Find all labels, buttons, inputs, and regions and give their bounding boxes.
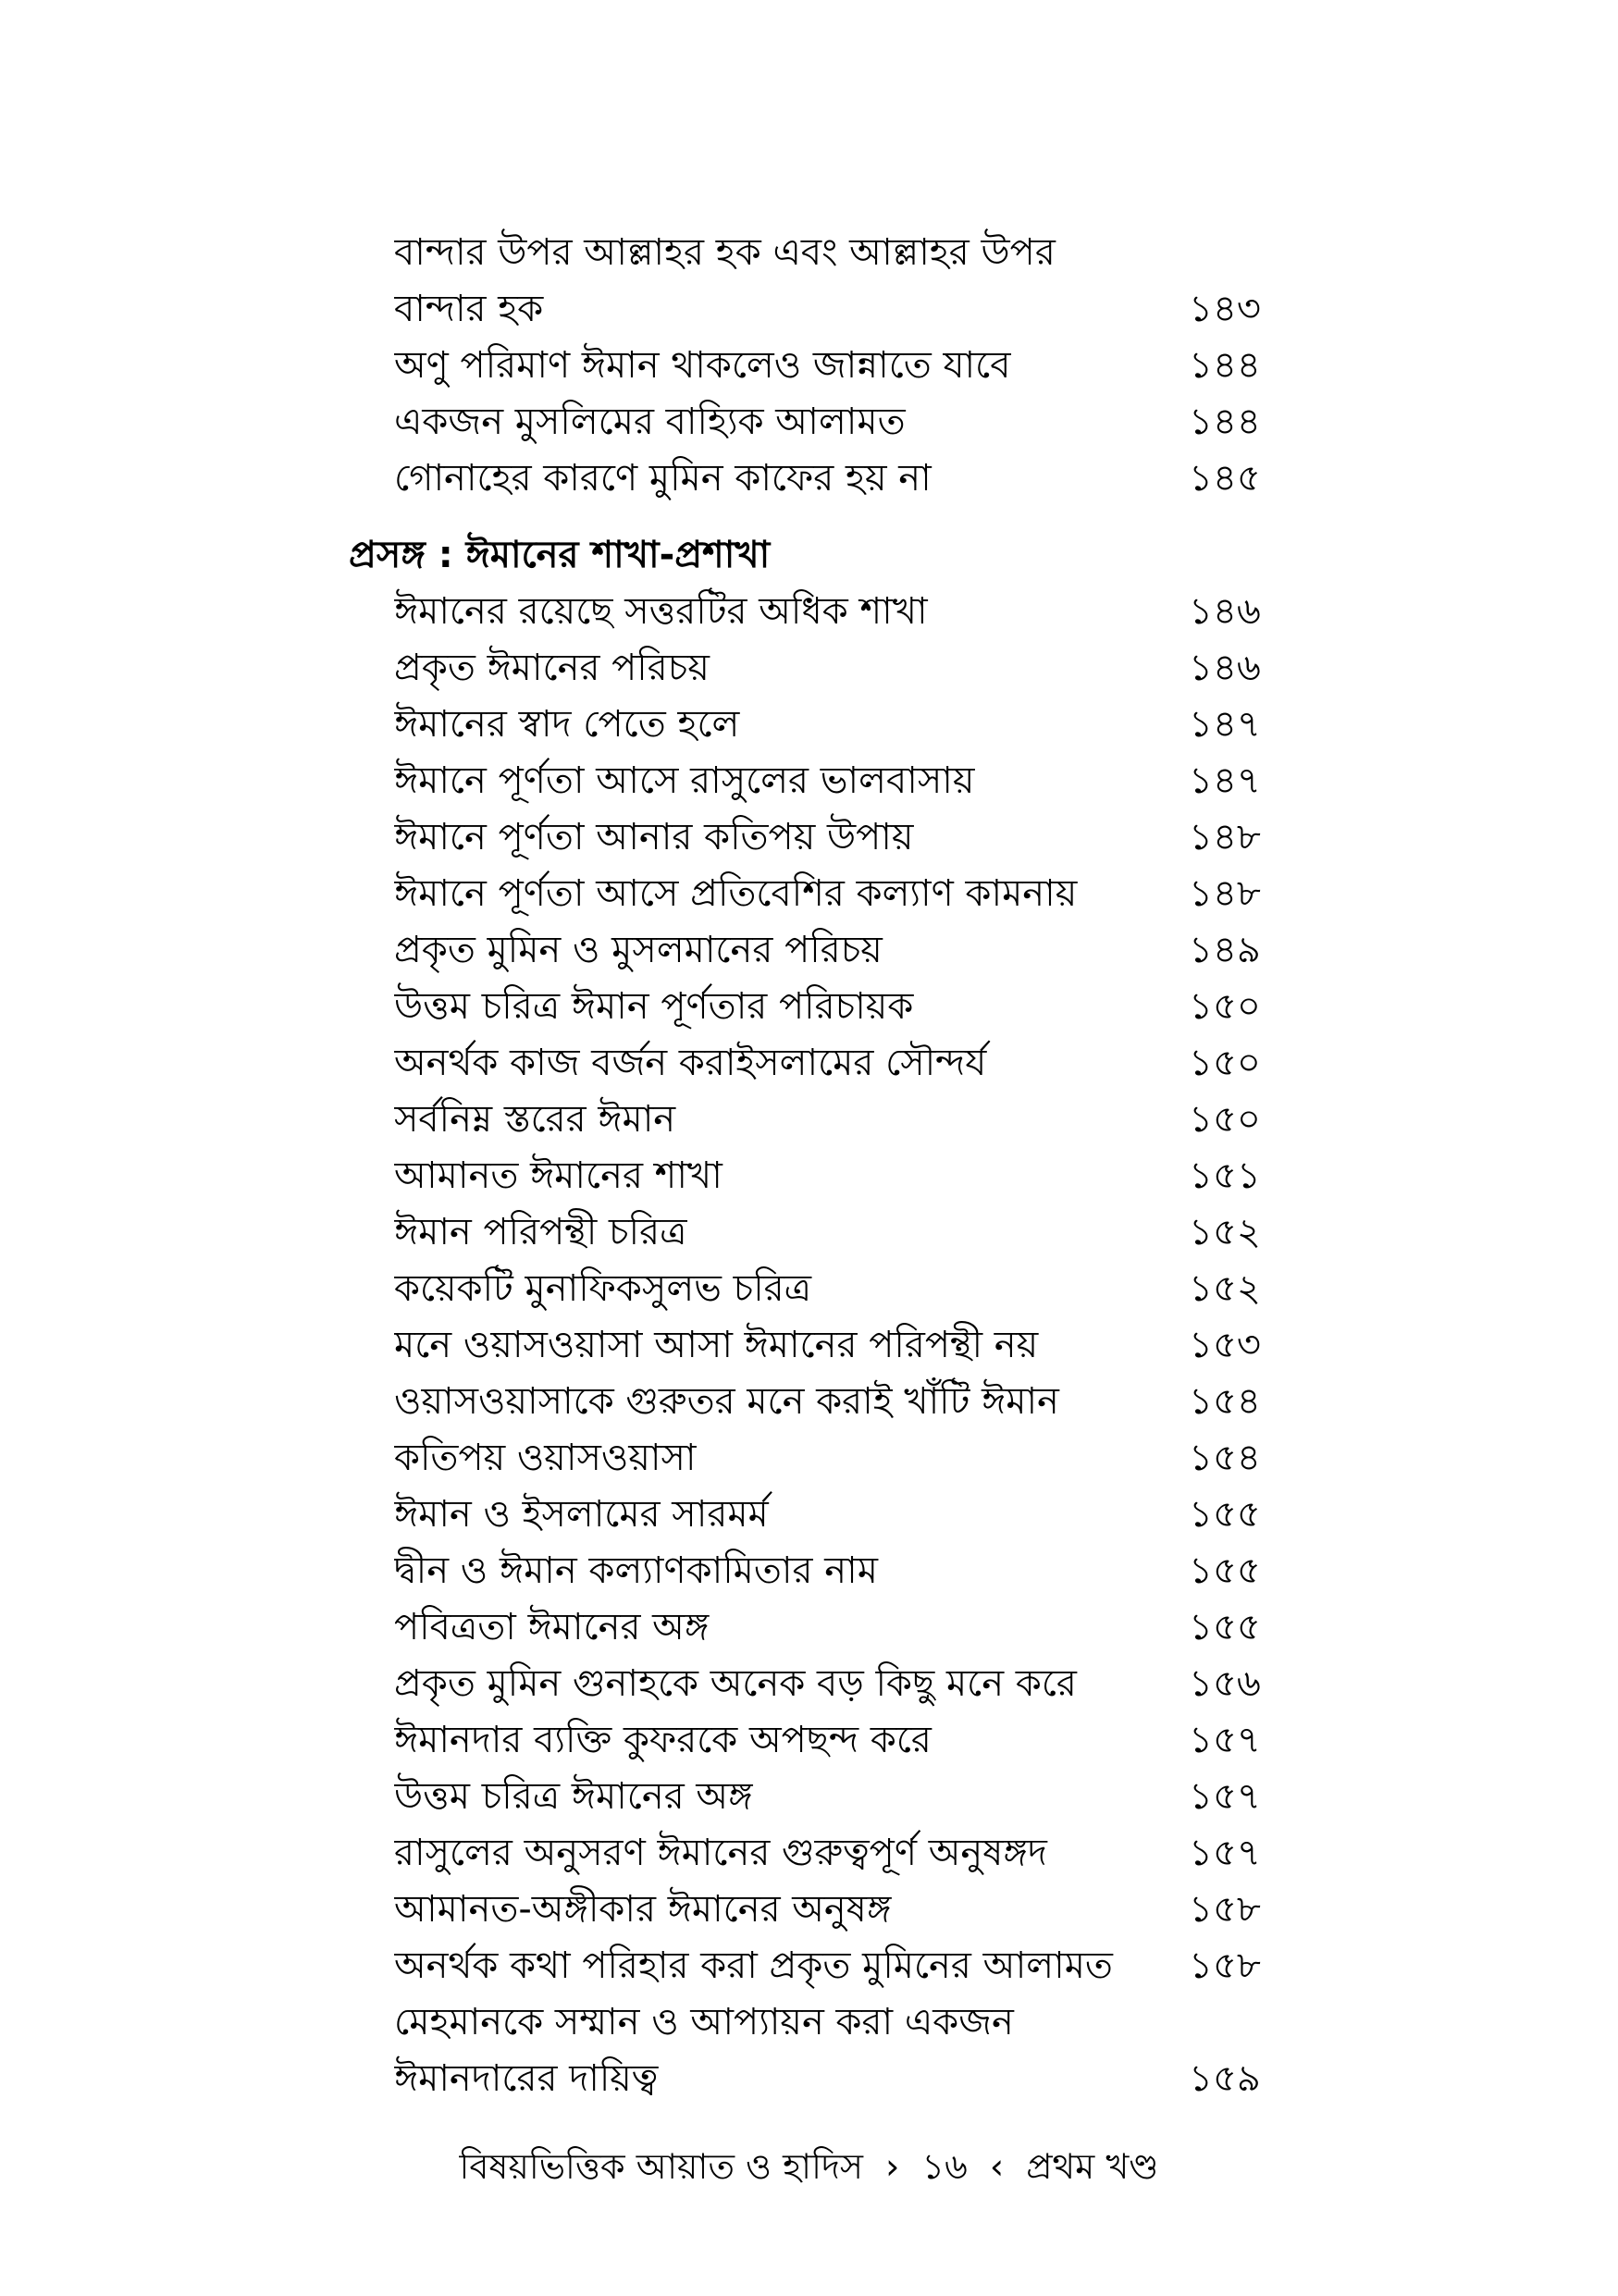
entry-title: ঈমানে পূর্ণতা আসে রাসুলের ভালবাসায়: [394, 759, 975, 802]
entry-title: কতিপয় ওয়াসওয়াসা: [394, 1437, 697, 1479]
toc-entry-line: [0, 225, 1618, 281]
toc-entry-line: [0, 979, 1618, 1035]
toc-entry-line: [0, 1599, 1618, 1656]
entry-page-number: ১৫১: [1189, 1154, 1261, 1197]
entry-page-number: ১৫৮: [1189, 1944, 1261, 1987]
entry-page-number: ১৫৭: [1189, 1719, 1261, 1761]
entry-title: মনে ওয়াসওয়াসা আসা ঈমানের পরিপন্থী নয়: [394, 1324, 1039, 1366]
toc-entry-line: [0, 1656, 1618, 1712]
toc-entry-line: [0, 1148, 1618, 1204]
toc-entry: [0, 1204, 1618, 1261]
toc-section: [0, 225, 1618, 507]
entry-page-number: ১৫০: [1189, 1098, 1261, 1141]
toc-entry-line: [0, 640, 1618, 697]
entry-page-number: ১৪৪: [1189, 401, 1261, 443]
toc-entry-line: [0, 866, 1618, 922]
toc-entry-line: [0, 809, 1618, 866]
entry-title: ঈমানের রয়েছে সত্তরটির অধিক শাখা: [394, 590, 928, 633]
footer-separator-right: ‹: [989, 2146, 1005, 2187]
entry-page-number: ১৪৬: [1189, 647, 1261, 689]
toc-entry-line: [0, 584, 1618, 640]
toc-entry-line: [0, 1769, 1618, 1825]
entry-title: ওয়াসওয়াসাকে গুরুতর মনে করাই খাঁটি ঈমান: [394, 1380, 1059, 1423]
toc-entry: [0, 1599, 1618, 1656]
entry-title: আমানত-অঙ্গীকার ঈমানের অনুষঙ্গ: [394, 1888, 892, 1931]
entry-title: রাসুলের অনুসরণ ঈমানের গুরুত্বপূর্ণ অনুষঙ্গদ: [394, 1832, 1047, 1874]
toc-entry: [0, 809, 1618, 866]
toc-entry: [0, 1092, 1618, 1148]
toc-entry: [0, 1994, 1618, 2107]
toc-entry-line: [0, 1261, 1618, 1317]
entry-page-number: ১৪৭: [1189, 759, 1261, 802]
page-footer: [0, 2139, 1618, 2194]
entry-page-number: ১৫৫: [1189, 1493, 1261, 1536]
entry-title: সর্বনিম্ন স্তরের ঈমান: [394, 1098, 676, 1141]
toc-entry: [0, 1825, 1618, 1882]
entry-title: অনর্থক কথা পরিহার করা প্রকৃত মুমিনের আলামত: [394, 1944, 1113, 1987]
toc-entry-line: [0, 2051, 1618, 2107]
entry-title: অণু পরিমাণ ঈমান থাকলেও জান্নাতে যাবে: [394, 344, 1011, 387]
entry-page-number: ১৫২: [1189, 1267, 1261, 1310]
toc-entry: [0, 1374, 1618, 1430]
toc-entry-line: [0, 1938, 1618, 1994]
toc-entry: [0, 753, 1618, 809]
toc-entry: [0, 1656, 1618, 1712]
entry-title: বান্দার উপর আল্লাহর হক এবং আল্লাহর উপর: [394, 231, 1056, 274]
toc-entry-line: [0, 1317, 1618, 1374]
entry-title: দ্বীন ও ঈমান কল্যাণকামিতার নাম: [394, 1549, 878, 1592]
entry-title: ঈমানদারের দায়িত্ব: [394, 2057, 659, 2100]
entry-page-number: ১৫৩: [1189, 1324, 1261, 1366]
entry-page-number: ১৫৫: [1189, 1606, 1261, 1648]
toc-entry-line: [0, 1430, 1618, 1487]
toc-entry-line: [0, 451, 1618, 507]
entry-page-number: ১৪৩: [1189, 288, 1261, 330]
entry-title: গোনাহের কারণে মুমিন কাফের হয় না: [394, 457, 932, 500]
toc-entry: [0, 1035, 1618, 1092]
entry-title: উত্তম চরিত্র ঈমান পূর্ণতার পরিচায়ক: [394, 985, 914, 1028]
toc-entry: [0, 640, 1618, 697]
footer-page-number: ১৬: [921, 2146, 968, 2187]
entry-page-number: ১৪৬: [1189, 590, 1261, 633]
toc-entry: [0, 922, 1618, 979]
toc-section: [0, 527, 1618, 2107]
entry-title: উত্তম চরিত্র ঈমানের অঙ্গ: [394, 1775, 753, 1818]
section-heading: প্রসঙ্গ : ঈমানের শাখা-প্রশাখা: [349, 534, 771, 576]
entry-page-number: ১৫০: [1189, 1042, 1261, 1084]
entry-page-number: ১৫৪: [1189, 1437, 1261, 1479]
toc-entry-line: [0, 1994, 1618, 2051]
toc-entry-line: [0, 1543, 1618, 1599]
entry-title: বান্দার হক: [394, 288, 544, 330]
entry-page-number: ১৫৭: [1189, 1775, 1261, 1818]
toc-entry-line: [0, 753, 1618, 809]
footer-volume: প্রথম খণ্ড: [1026, 2146, 1159, 2187]
entry-title: ঈমান পরিপন্থী চরিত্র: [394, 1211, 687, 1253]
toc-entry: [0, 1882, 1618, 1938]
entry-title: ঈমানে পূর্ণতা আনার কতিপয় উপায়: [394, 816, 914, 858]
entry-page-number: ১৪৮: [1189, 872, 1261, 915]
toc-entry: [0, 1148, 1618, 1204]
entry-title: প্রকৃত ঈমানের পরিচয়: [394, 647, 710, 689]
entry-title: ঈমানের স্বাদ পেতে হলে: [394, 703, 740, 746]
toc-entry: [0, 979, 1618, 1035]
toc-entry: [0, 1712, 1618, 1769]
entry-page-number: ১৪৮: [1189, 816, 1261, 858]
entry-title: মেহমানকে সম্মান ও আপ্যায়ন করা একজন: [394, 2001, 1014, 2043]
entry-title: ঈমান ও ইসলামের সারমর্ম: [394, 1493, 769, 1536]
toc-entry-line: [0, 1204, 1618, 1261]
entry-title: কয়েকটি মুনাফিকসুলভ চরিত্র: [394, 1267, 812, 1310]
entry-title: প্রকৃত মুমিন গুনাহকে অনেক বড় কিছু মনে করে: [394, 1662, 1077, 1705]
toc-entry: [0, 1938, 1618, 1994]
toc-entry: [0, 1543, 1618, 1599]
toc-entry: [0, 225, 1618, 338]
toc-entry: [0, 1317, 1618, 1374]
toc-entry-line: [0, 1092, 1618, 1148]
footer-book-title: বিষয়ভিত্তিক আয়াত ও হাদিস: [459, 2146, 864, 2187]
toc-entry: [0, 1430, 1618, 1487]
toc-entry-line: [0, 1825, 1618, 1882]
entry-page-number: ১৫৮: [1189, 1888, 1261, 1931]
entry-page-number: ১৫৬: [1189, 1662, 1261, 1705]
toc-entry: [0, 451, 1618, 507]
toc-entry: [0, 866, 1618, 922]
entry-title: আমানত ঈমানের শাখা: [394, 1154, 723, 1197]
toc-entry: [0, 394, 1618, 451]
entry-title: পবিত্রতা ঈমানের অঙ্গ: [394, 1606, 710, 1648]
entry-title: একজন মুসলিমের বাহ্যিক আলামত: [394, 401, 906, 443]
toc-entry: [0, 1487, 1618, 1543]
toc-entry: [0, 697, 1618, 753]
entry-page-number: ১৪৫: [1189, 457, 1261, 500]
entry-page-number: ১৫২: [1189, 1211, 1261, 1253]
toc-entry-line: [0, 697, 1618, 753]
footer-separator-left: ›: [885, 2146, 900, 2187]
entry-page-number: ১৪৪: [1189, 344, 1261, 387]
toc-entry: [0, 1261, 1618, 1317]
entry-title: ঈমানদার ব্যক্তি কুফরকে অপছন্দ করে: [394, 1719, 932, 1761]
toc-entry-line: [0, 922, 1618, 979]
entry-title: ঈমানে পূর্ণতা আসে প্রতিবেশির কল্যাণ কামনায়: [394, 872, 1078, 915]
toc-entry: [0, 1769, 1618, 1825]
toc-entry: [0, 584, 1618, 640]
entry-title: অনর্থক কাজ বর্জন করাইসলামের সৌন্দর্য: [394, 1042, 987, 1084]
entry-page-number: ১৫৯: [1189, 2057, 1261, 2100]
table-of-contents: [0, 225, 1618, 2107]
entry-page-number: ১৪৭: [1189, 703, 1261, 746]
entry-page-number: ১৪৯: [1189, 929, 1261, 971]
toc-entry-line: [0, 394, 1618, 451]
entry-title: প্রকৃত মুমিন ও মুসলমানের পরিচয়: [394, 929, 883, 971]
toc-entry-line: [0, 1487, 1618, 1543]
toc-entry-line: [0, 1035, 1618, 1092]
toc-entry-line: [0, 1374, 1618, 1430]
toc-entry-line: [0, 1712, 1618, 1769]
entry-page-number: ১৫০: [1189, 985, 1261, 1028]
toc-entry-line: [0, 338, 1618, 394]
toc-entry: [0, 338, 1618, 394]
entry-page-number: ১৫৪: [1189, 1380, 1261, 1423]
entry-page-number: ১৫৫: [1189, 1549, 1261, 1592]
entry-page-number: ১৫৭: [1189, 1832, 1261, 1874]
toc-entry-line: [0, 1882, 1618, 1938]
toc-entry-line: [0, 281, 1618, 338]
